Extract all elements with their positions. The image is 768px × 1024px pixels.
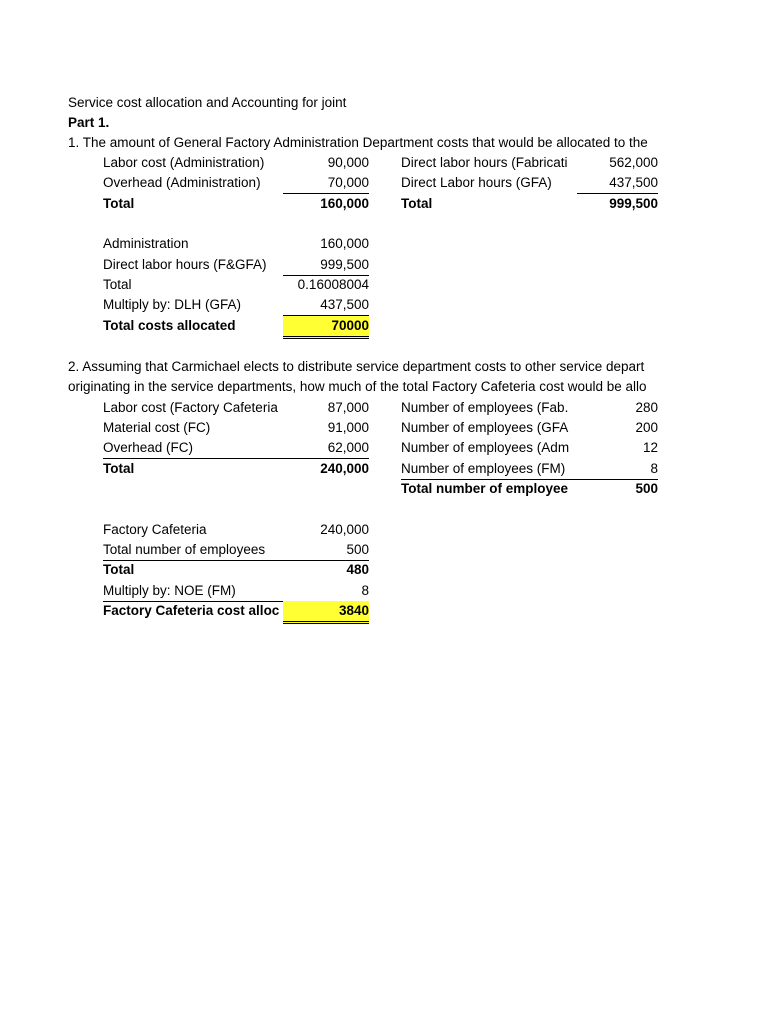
q1-calc-value: 160,000 (320, 236, 369, 251)
q1-right-value: 562,000 (609, 155, 658, 170)
question-2-text-line2: originating in the service departments, how much of the total Factory Cafeteria cost would be allo (68, 379, 647, 394)
q1-left-label: Labor cost (Administration) (103, 155, 265, 170)
q2-right-label: Number of employees (Fab. (401, 400, 569, 415)
q2-left-label: Material cost (FC) (103, 420, 211, 435)
q1-total-allocated-value: 70000 (283, 316, 369, 339)
q2-calc-value: 8 (283, 581, 369, 602)
document-title: Service cost allocation and Accounting for joint (68, 95, 347, 110)
q1-calc-label: Direct labor hours (F&GFA) (103, 257, 267, 272)
part1-heading: Part 1. (68, 115, 110, 130)
q2-calc-value: 500 (283, 540, 369, 561)
q2-left-label: Overhead (FC) (103, 438, 283, 459)
q1-right-value: 437,500 (577, 173, 658, 194)
q1-left-value: 70,000 (283, 173, 369, 194)
q2-calc-label: Factory Cafeteria (103, 522, 207, 537)
q1-calc-label: Administration (103, 236, 189, 251)
q1-right-label: Direct labor hours (Fabricati (401, 155, 568, 170)
question-1-text: 1. The amount of General Factory Administration Department costs that would be allocated to the (68, 135, 648, 150)
q2-left-value: 91,000 (327, 420, 369, 435)
q2-right-label: Number of employees (FM) (401, 459, 577, 480)
q1-left-value: 90,000 (327, 155, 369, 170)
q2-left-total-value: 240,000 (320, 461, 369, 476)
q2-right-label: Number of employees (Adm (401, 440, 570, 455)
q2-left-total-label: Total (103, 461, 135, 476)
q1-right-total-label: Total (401, 196, 433, 211)
q2-calc-label: Total number of employees (103, 540, 283, 561)
q2-calc-label: Multiply by: NOE (FM) (103, 581, 283, 602)
q2-right-total-value: 500 (635, 481, 658, 496)
q1-calc-label: Multiply by: DLH (GFA) (103, 297, 242, 312)
q1-calc-label: Total (103, 277, 132, 292)
q1-total-allocated-label: Total costs allocated (103, 318, 236, 333)
q1-right-total-value: 999,500 (609, 196, 658, 211)
q2-right-value: 280 (635, 400, 658, 415)
q2-left-value: 87,000 (327, 400, 369, 415)
q1-left-total-value: 160,000 (320, 196, 369, 211)
q2-cost-allocated-value: 3840 (283, 601, 369, 624)
q2-left-label: Labor cost (Factory Cafeteria (103, 400, 278, 415)
q1-calc-value: 437,500 (283, 295, 369, 316)
q2-right-total-label: Total number of employee (401, 481, 569, 496)
q2-right-value: 200 (635, 420, 658, 435)
q2-calc-total-value: 480 (346, 562, 369, 577)
q2-right-value: 8 (577, 459, 658, 480)
q1-calc-value: 0.16008004 (297, 277, 369, 292)
q1-right-label: Direct Labor hours (GFA) (401, 175, 552, 190)
q2-right-value: 12 (642, 440, 658, 455)
question-2-text-line1: 2. Assuming that Carmichael elects to distribute service department costs to other service depart (68, 359, 645, 374)
q1-left-total-label: Total (103, 196, 135, 211)
q1-left-label: Overhead (Administration) (103, 175, 261, 190)
q2-cost-allocated-label: Factory Cafeteria cost alloc (103, 603, 280, 618)
q2-calc-total-label: Total (103, 562, 135, 577)
q2-right-label: Number of employees (GFA (401, 420, 569, 435)
q1-calc-value: 999,500 (283, 255, 369, 276)
q2-calc-value: 240,000 (320, 522, 369, 537)
q2-left-value: 62,000 (283, 438, 369, 459)
